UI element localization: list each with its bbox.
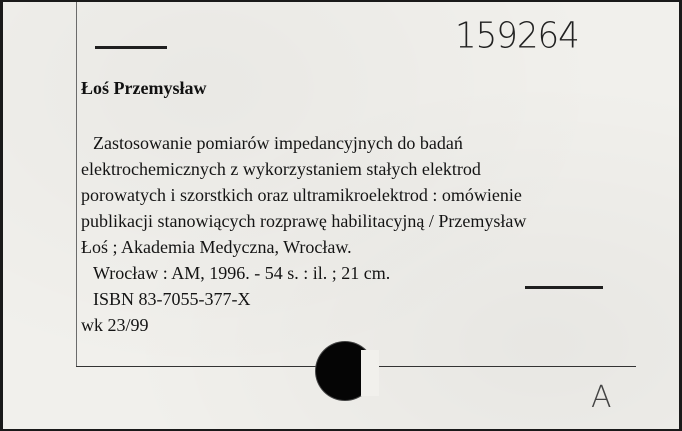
- description-line: publikacji stanowiących rozprawę habilitacyjną / Przemysław: [81, 211, 527, 231]
- catalog-card: [3, 2, 679, 429]
- margin-line: [76, 2, 77, 366]
- top-dash-mark: [95, 46, 167, 49]
- call-number: 159264: [455, 15, 579, 57]
- description-line: Łoś ; Akademia Medyczna, Wrocław.: [81, 237, 352, 257]
- isbn-line: ISBN 83-7055-377-X: [93, 289, 251, 309]
- description-line: porowatych i szorstkich oraz ultramikroelektrod : omówienie: [81, 185, 522, 205]
- description-line: elektrochemicznych z wykorzystaniem stałych elektrod: [81, 159, 481, 179]
- corner-mark: A: [591, 380, 612, 415]
- imprint-line: Wrocław : AM, 1996. - 54 s. : il. ; 21 cm.: [93, 263, 391, 283]
- description-block: [81, 130, 641, 338]
- description-line: Zastosowanie pomiarów impedancyjnych do badań: [93, 133, 463, 153]
- punch-hole-notch: [361, 350, 379, 396]
- author-heading: Łoś Przemysław: [81, 78, 207, 98]
- shelf-mark: wk 23/99: [81, 315, 149, 335]
